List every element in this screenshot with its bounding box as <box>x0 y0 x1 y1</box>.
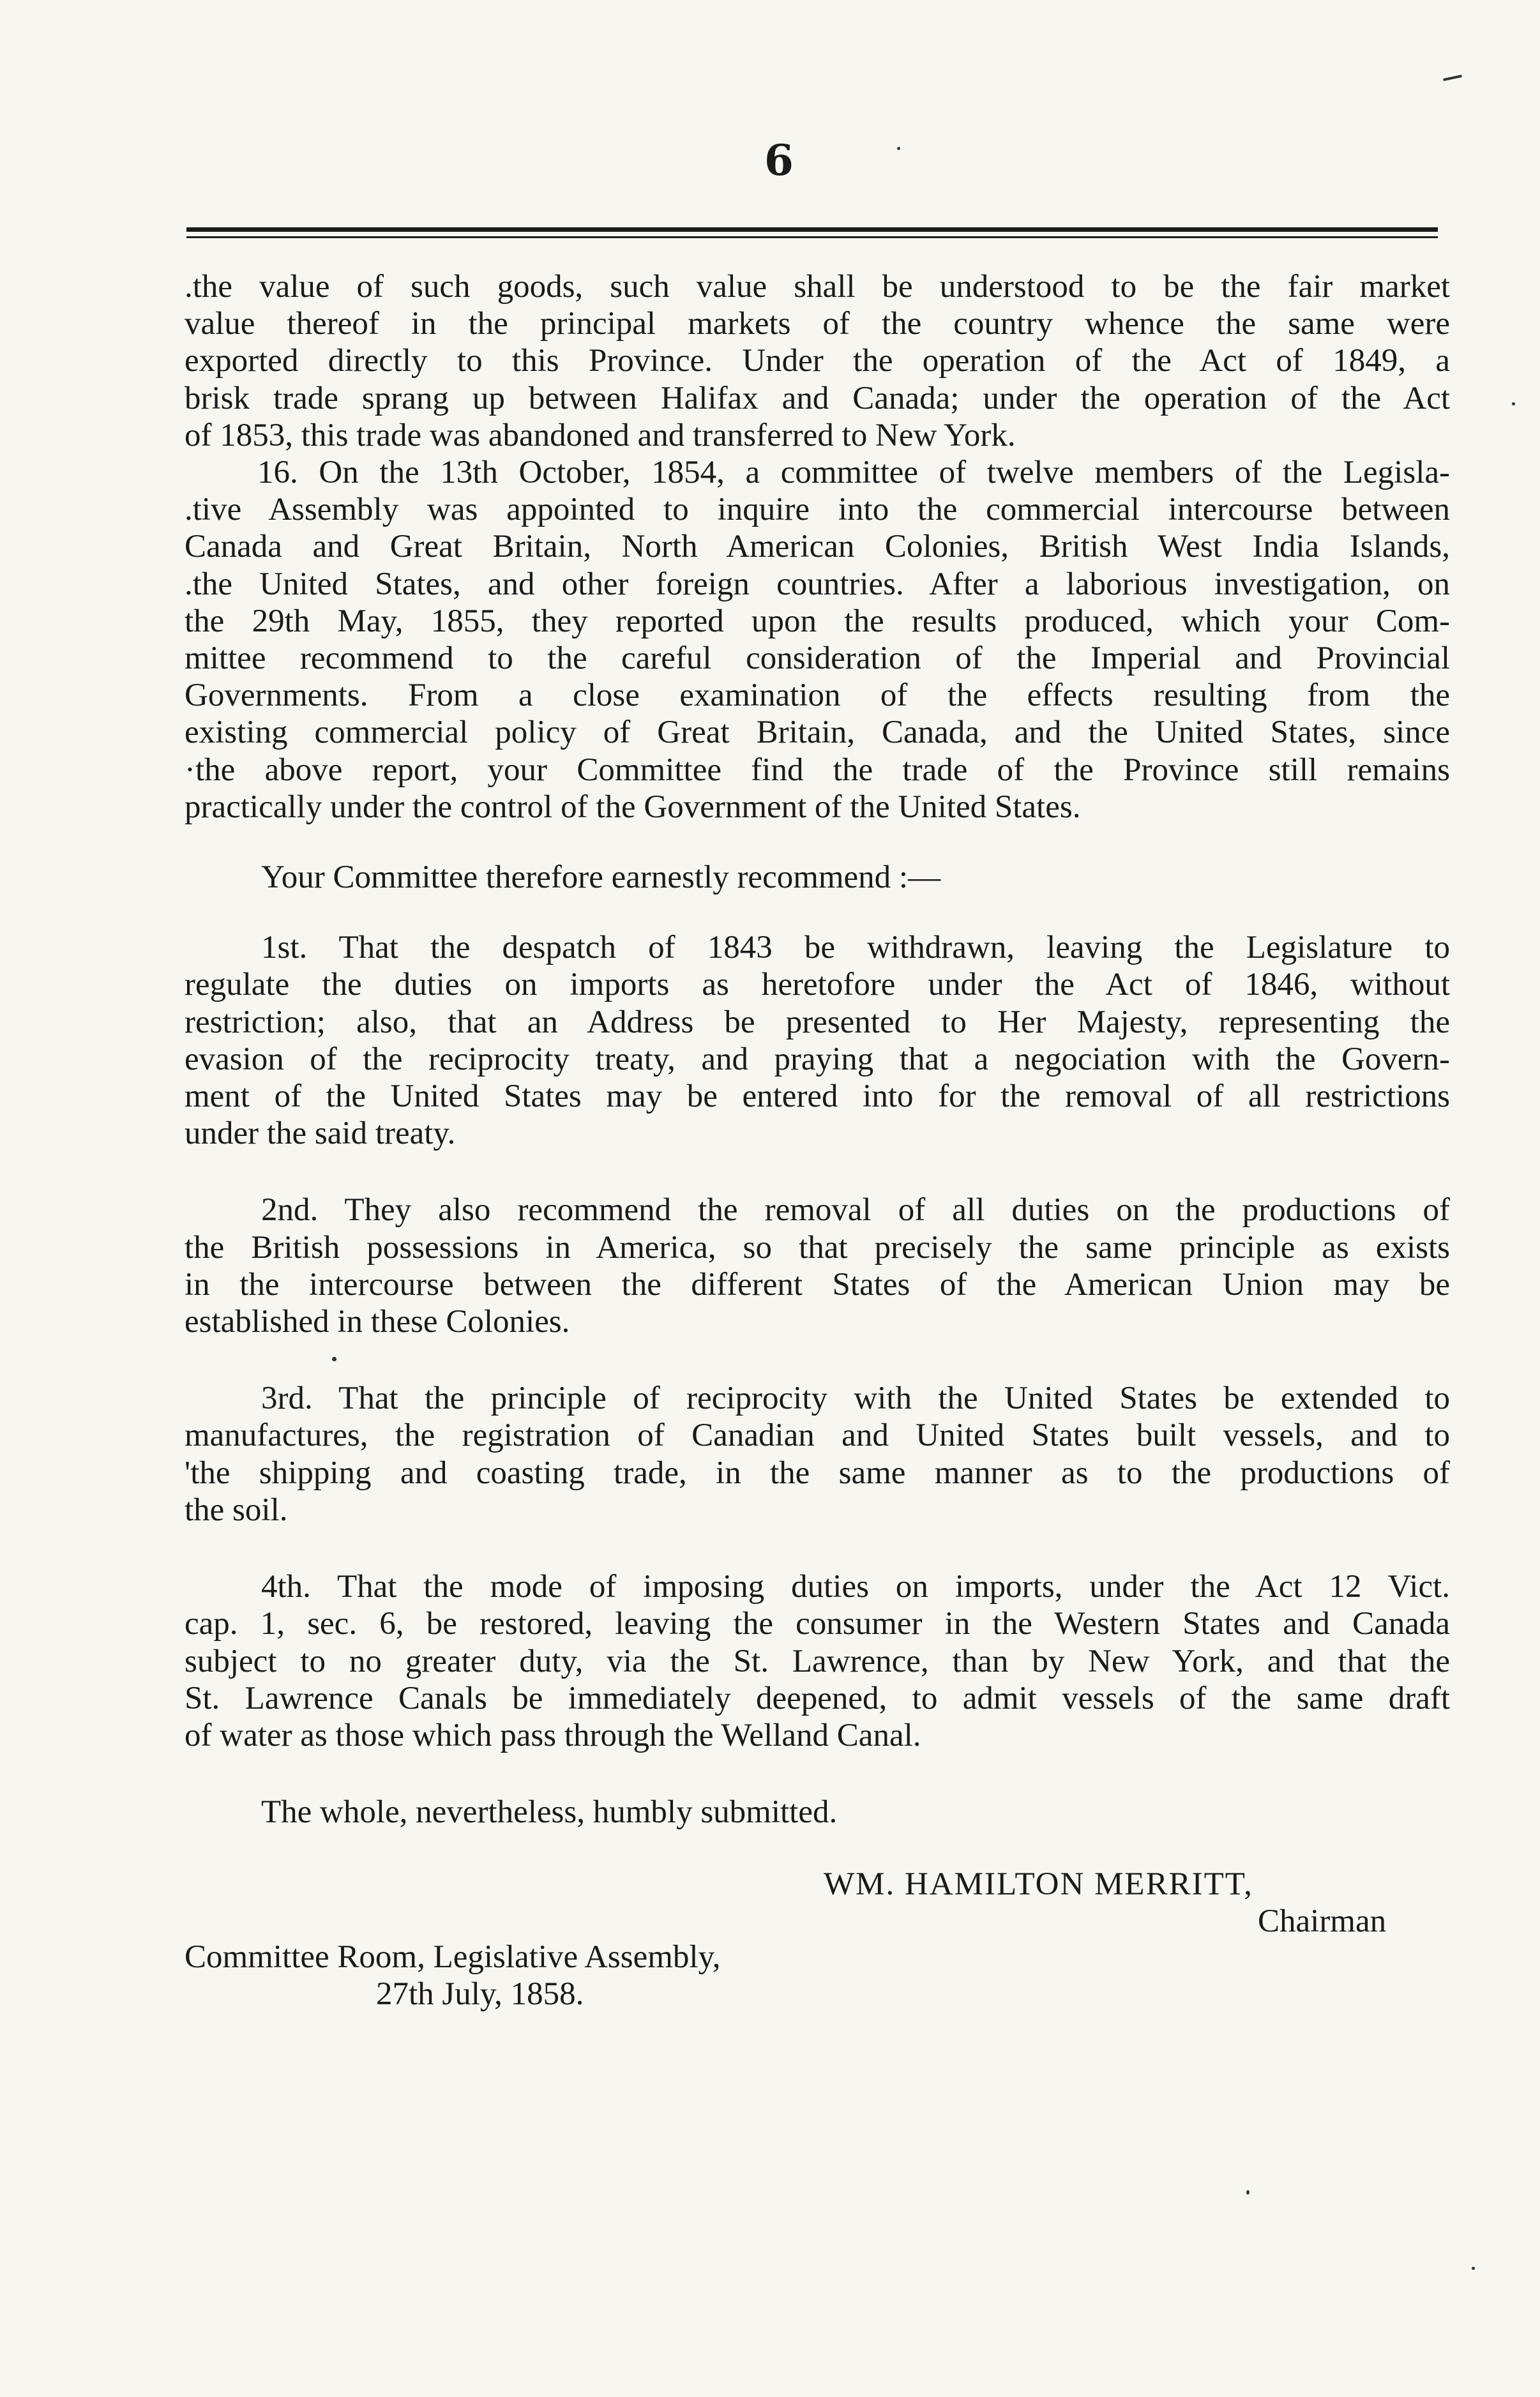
text-line: 3rd. That the principle of reciprocity with the United States be extended to <box>261 1380 1450 1417</box>
text-line: evasion of the reciprocity treaty, and praying that a negociation with the Govern- <box>185 1041 1450 1077</box>
signer-name: WM. HAMILTON MERRITT, <box>824 1866 1253 1902</box>
closing-statement <box>185 1794 1450 1831</box>
text-line: regulate the duties on imports as heretofore under the Act of 1846, without <box>185 967 1450 1003</box>
text-line: practically under the control of the Government of the United States. <box>185 789 1081 825</box>
signer-title: Chairman <box>1258 1903 1387 1939</box>
text-line: The whole, nevertheless, humbly submitted. <box>261 1794 838 1831</box>
text-line: of 1853, this trade was abandoned and transferred to New York. <box>185 417 1016 453</box>
text-line: the soil. <box>185 1492 288 1528</box>
text-line: .tive Assembly was appointed to inquire into the commercial intercourse between <box>185 492 1450 528</box>
text-line: 1st. That the despatch of 1843 be withdrawn, leaving the Legislature to <box>261 930 1450 966</box>
text-line: 2nd. They also recommend the removal of all duties on the productions of <box>261 1192 1450 1229</box>
text-line: restriction; also, that an Address be presented to Her Majesty, representing the <box>185 1004 1450 1040</box>
text-line: St. Lawrence Canals be immediately deepened, to admit vessels of the same draft <box>185 1680 1450 1716</box>
text-line: 'the shipping and coasting trade, in the same manner as to the productions of <box>185 1455 1450 1491</box>
header-rule-thin <box>186 236 1438 238</box>
text-line: 4th. That the mode of imposing duties on imports, under the Act 12 Vict. <box>261 1569 1450 1605</box>
text-line: manufactures, the registration of Canadian and United States built vessels, and to <box>185 1418 1450 1454</box>
header-rule-thick <box>186 227 1438 232</box>
place-date-block <box>185 1939 721 2013</box>
recommendation-4th <box>185 1568 1450 1754</box>
text-line: subject to no greater duty, via the St. Lawrence, than by New York, and that the <box>185 1643 1450 1679</box>
text-line: value thereof in the principal markets of the country whence the same were <box>185 306 1450 342</box>
page-number: 6 <box>764 135 794 185</box>
text-line: exported directly to this Province. Under the operation of the Act of 1849, a <box>185 343 1450 379</box>
text-line: the British possessions in America, so that precisely the same principle as exists <box>185 1229 1450 1266</box>
text-line: 16. On the 13th October, 1854, a committee of twelve members of the Legisla- <box>257 455 1450 491</box>
paragraph-16 <box>185 454 1450 826</box>
paragraph-continuation <box>185 268 1450 454</box>
text-line: the 29th May, 1855, they reported upon the results produced, which your Com- <box>185 603 1450 639</box>
document-body <box>185 268 1450 1831</box>
place-location: Committee Room, Legislative Assembly, <box>185 1939 721 1975</box>
recommendation-intro <box>185 859 1450 896</box>
text-line: mittee recommend to the careful consideration of the Imperial and Provincial <box>185 640 1450 677</box>
text-line: ment of the United States may be entered into for the removal of all restrictions <box>185 1078 1450 1115</box>
text-line: under the said treaty. <box>185 1115 456 1152</box>
text-line: established in these Colonies. <box>185 1304 570 1340</box>
recommendation-1st <box>185 929 1450 1152</box>
text-line: Canada and Great Britain, North American Colonies, British West India Islands, <box>185 529 1450 565</box>
signature-block <box>824 1866 1437 1940</box>
text-line: Your Committee therefore earnestly recommend :— <box>261 859 941 896</box>
place-date: 27th July, 1858. <box>376 1976 584 2012</box>
text-line: of water as those which pass through the Welland Canal. <box>185 1717 921 1753</box>
text-line: cap. 1, sec. 6, be restored, leaving the consumer in the Western States and Canada <box>185 1606 1450 1642</box>
text-line: in the intercourse between the different States of the American Union may be <box>185 1266 1450 1303</box>
recommendation-2nd <box>185 1191 1450 1340</box>
text-line: existing commercial policy of Great Britain, Canada, and the United States, since <box>185 715 1450 751</box>
text-line: Governments. From a close examination of the effects resulting from the <box>185 677 1450 714</box>
text-line: ·the above report, your Committee find the trade of the Province still remains <box>185 752 1450 788</box>
recommendation-3rd <box>185 1380 1450 1529</box>
text-line: brisk trade sprang up between Halifax and Canada; under the operation of the Act <box>185 380 1450 416</box>
text-line: .the value of such goods, such value shall be understood to be the fair market <box>185 269 1450 305</box>
text-line: .the United States, and other foreign countries. After a laborious investigation, on <box>185 566 1450 602</box>
